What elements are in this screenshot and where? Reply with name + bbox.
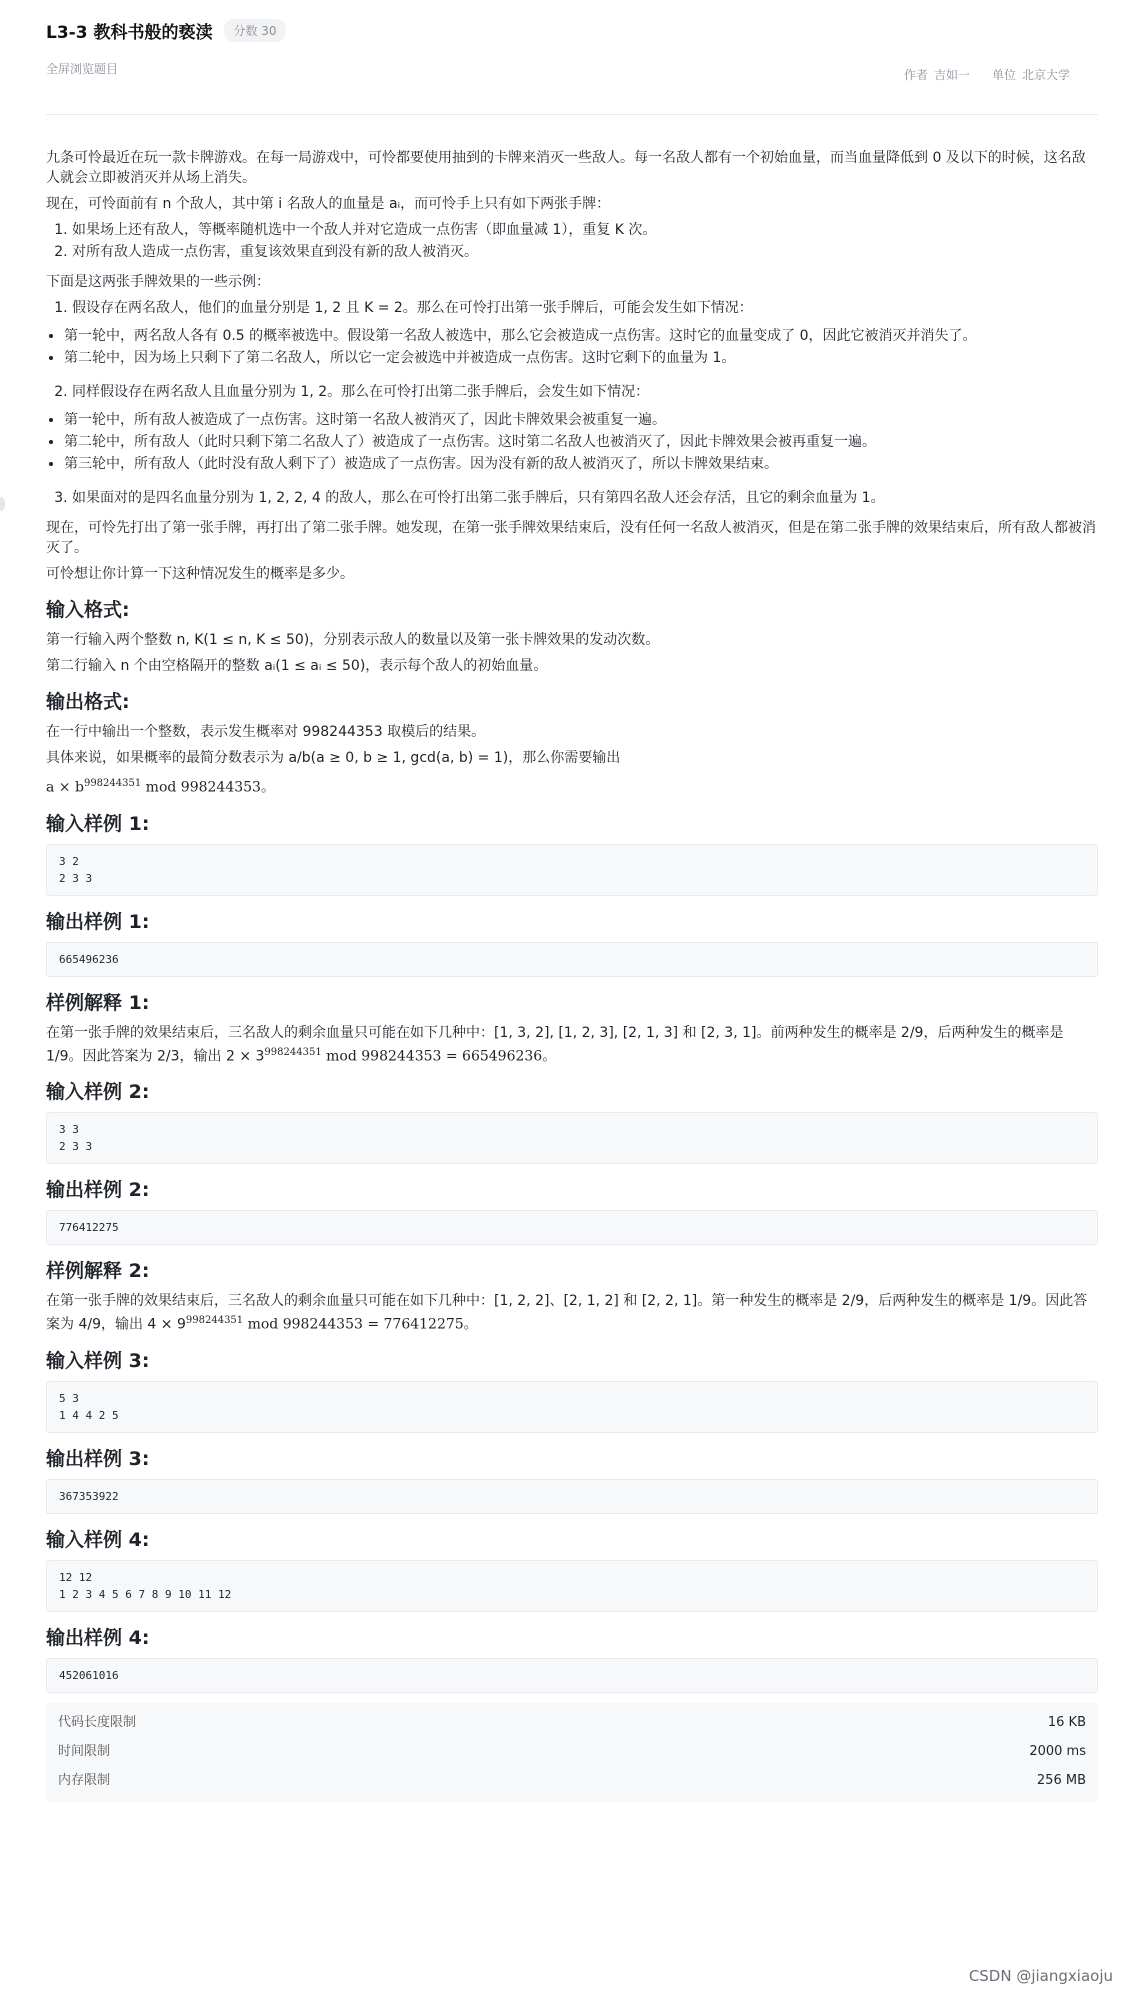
sample-input-heading: 输入样例 1:	[46, 812, 150, 835]
sample-input-code[interactable]: 3 2 2 3 3	[46, 844, 1098, 896]
sample-output-heading: 输出样例 3:	[46, 1447, 150, 1470]
input-format-line: 第二行输入 n 个由空格隔开的整数 aᵢ(1 ≤ aᵢ ≤ 50)，表示每个敌人的初始血量。	[46, 658, 548, 674]
memory-limit: 内存限制 256 MB	[58, 1773, 1086, 1789]
unit-name: 北京大学	[1021, 68, 1070, 82]
output-format-formula: $a \times b^{998244351}$ mod 998244353。	[46, 778, 275, 796]
example-detail: • 第一轮中，所有敌人被造成了一点伤害。这时第一名敌人被消灭了，因此卡牌效果会被重复一遍。	[64, 410, 1098, 430]
problem-page	[46, 0, 1098, 1789]
sample-explanation: 在第一张手牌的效果结束后，三名敌人的剩余血量只可能在如下几种中：[1, 2, 2]、[2, 1, 2] 和 [2, 2, 1]。第一种发生的概率是 2/9，后两种发生的概率是 1/9。因此答案为 4/9，输出 $4 \times 9^{998244351}$ mod 998244353 = 776412275。	[46, 1293, 1088, 1333]
author-label: 作者	[903, 68, 928, 82]
example-detail: • 第一轮中，两名敌人各有 0.5 的概率被选中。假设第一名敌人被选中，那么它会被造成一点伤害。这时它的血量变成了 0，因此它被消灭并消失了。	[64, 326, 1098, 346]
example-list	[72, 298, 1098, 318]
desc-paragraph: 现在，可怜先打出了第一张手牌，再打出了第二张手牌。她发现，在第一张手牌效果结束后，没有任何一名敌人被消灭，但是在第二张手牌的效果结束后，所有敌人都被消灭了。	[46, 520, 1096, 556]
output-format-heading: 输出格式:	[46, 691, 130, 713]
example-item: 3. 如果面对的是四名血量分别为 1, 2, 2, 4 的敌人，那么在可怜打出第二张手牌后，只有第四名敌人还会存活，且它的剩余血量为 1。	[72, 488, 1098, 508]
desc-paragraph: 可怜想让你计算一下这种情况发生的概率是多少。	[46, 566, 354, 582]
csdn-watermark: CSDN @jiangxiaoju	[968, 1967, 1113, 1985]
sample-output-code[interactable]: 367353922	[46, 1479, 1098, 1514]
sample-output-code[interactable]: 776412275	[46, 1210, 1098, 1245]
code-length-limit: 代码长度限制 16 KB	[58, 1715, 1086, 1731]
example-detail: • 第二轮中，因为场上只剩下了第二名敌人，所以它一定会被选中并被造成一点伤害。这时它剩下的血量为 1。	[64, 348, 1098, 368]
sample-output-heading: 输出样例 2:	[46, 1179, 150, 1202]
sample-input-code[interactable]: 5 3 1 4 4 2 5	[46, 1381, 1098, 1433]
side-scroll-handle[interactable]	[0, 497, 5, 511]
output-format-line: 在一行中输出一个整数，表示发生概率对 998244353 取模后的结果。	[46, 724, 486, 740]
author-name: 吉如一	[933, 68, 970, 82]
example-detail-list	[64, 326, 1098, 368]
limits-panel	[46, 1703, 1098, 1802]
sample-input-heading: 输入样例 2:	[46, 1081, 150, 1104]
sample-output-code[interactable]: 452061016	[46, 1658, 1098, 1693]
sample-input-heading: 输入样例 4:	[46, 1528, 150, 1551]
card-item: 2. 对所有敌人造成一点伤害，重复该效果直到没有新的敌人被消灭。	[72, 242, 1098, 262]
problem-content	[46, 148, 1098, 1802]
example-item: 1. 假设存在两名敌人，他们的血量分别是 1, 2 且 K = 2。那么在可怜打出第一张手牌后，可能会发生如下情况：	[72, 298, 1098, 318]
time-limit: 时间限制 2000 ms	[58, 1744, 1086, 1760]
card-list	[72, 220, 1098, 262]
desc-paragraph: 九条可怜最近在玩一款卡牌游戏。在每一局游戏中，可怜都要使用抽到的卡牌来消灭一些敌人。每一名敌人都有一个初始血量，而当血量降低到 0 及以下的时候，这名敌人就会立即被消灭并从场上消失。	[46, 150, 1086, 186]
problem-meta	[904, 66, 1070, 83]
sample-explanation: 在第一张手牌的效果结束后，三名敌人的剩余血量只可能在如下几种中：[1, 3, 2], [1, 2, 3], [2, 1, 3] 和 [2, 3, 1]。前两种发生的概率是 2/9，后两种发生的概率是 1/9。因此答案为 2/3，输出 $2 \times 3^{998244351}$ mod 998244353 = 665496236。	[46, 1024, 1064, 1065]
sample-input-code[interactable]: 3 3 2 3 3	[46, 1112, 1098, 1164]
example-detail: • 第三轮中，所有敌人（此时没有敌人剩下了）被造成了一点伤害。因为没有新的敌人被消灭了，所以卡牌效果结束。	[64, 454, 1098, 474]
desc-paragraph: 现在，可怜面前有 n 个敌人，其中第 i 名敌人的血量是 aᵢ，而可怜手上只有如下两张手牌：	[46, 196, 611, 212]
problem-header	[46, 0, 1098, 115]
example-detail-list	[64, 410, 1098, 474]
sample-output-heading: 输出样例 1:	[46, 910, 150, 933]
sample-explanation-heading: 样例解释 1:	[46, 991, 150, 1014]
example-list	[72, 382, 1098, 402]
fullscreen-link[interactable]: 全屏浏览题目	[46, 62, 119, 76]
example-list	[72, 488, 1098, 508]
example-detail: • 第二轮中，所有敌人（此时只剩下第二名敌人了）被造成了一点伤害。这时第二名敌人也被消灭了，因此卡牌效果会被再重复一遍。	[64, 432, 1098, 452]
input-format-line: 第一行输入两个整数 n, K(1 ≤ n, K ≤ 50)，分别表示敌人的数量以及第一张卡牌效果的发动次数。	[46, 632, 660, 648]
score-badge: 分数 30	[224, 19, 285, 42]
sample-output-code[interactable]: 665496236	[46, 942, 1098, 977]
card-item: 1. 如果场上还有敌人，等概率随机选中一个敌人并对它造成一点伤害（即血量减 1），重复 K 次。	[72, 220, 1098, 240]
sample-output-heading: 输出样例 4:	[46, 1626, 150, 1649]
example-item: 2. 同样假设存在两名敌人且血量分别为 1, 2。那么在可怜打出第二张手牌后，会发生如下情况：	[72, 382, 1098, 402]
input-format-heading: 输入格式:	[46, 599, 130, 621]
unit-label: 单位	[991, 68, 1016, 82]
sample-input-heading: 输入样例 3:	[46, 1349, 150, 1372]
desc-paragraph: 下面是这两张手牌效果的一些示例：	[46, 274, 270, 290]
sample-input-code[interactable]: 12 12 1 2 3 4 5 6 7 8 9 10 11 12	[46, 1560, 1098, 1612]
output-format-line: 具体来说，如果概率的最简分数表示为 a/b(a ≥ 0, b ≥ 1, gcd(a, b) = 1)，那么你需要输出	[46, 750, 621, 766]
sample-explanation-heading: 样例解释 2:	[46, 1260, 150, 1283]
problem-title: L3-3 教科书般的亵渎	[46, 23, 213, 43]
